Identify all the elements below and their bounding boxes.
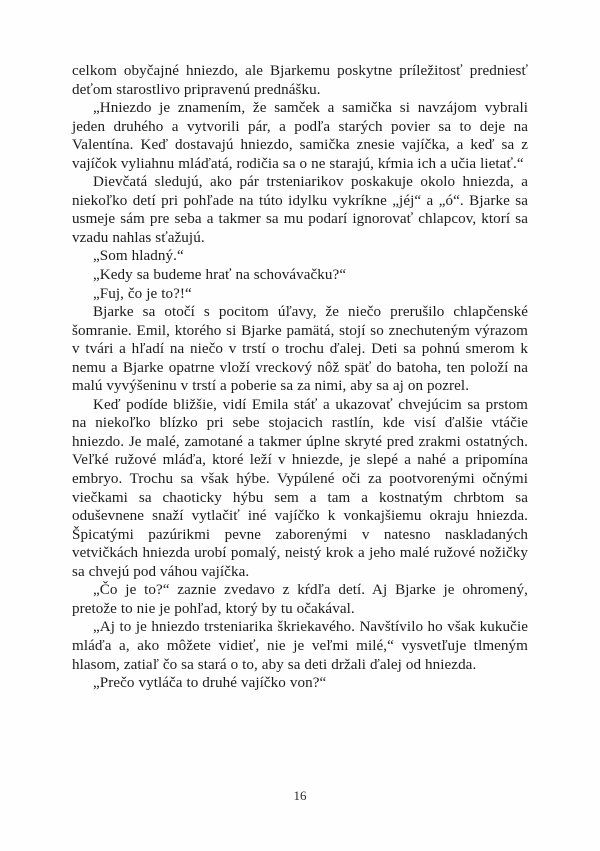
dialogue-line: „Som hladný.“ (93, 248, 184, 265)
page-text-body (72, 62, 528, 693)
paragraph: „Hniezdo je znamením, že samček a samička si navzájom vybrali jeden druhého a vytvorili pár, a podľa starých povier sa to deje na Valentína. Keď dostavajú hniezdo, samička znesie vajíčka, a keď sa z vajíčok vyliahnu mláďatá, rodičia sa o ne starajú, kŕmia ich a učia lietať.“ (72, 100, 528, 172)
page-number: 16 (293, 788, 307, 803)
paragraph: celkom obyčajné hniezdo, ale Bjarkemu poskytne príležitosť predniesť deťom starostlivo pripravenú prednášku. (72, 63, 528, 98)
dialogue-line: „Kedy sa budeme hrať na schovávačku?“ (93, 267, 347, 284)
paragraph: Dievčatá sledujú, ako pár trsteniarikov poskakuje okolo hniezda, a niekoľko detí pri pohľade na túto idylku vykríkne „jéj“ a „ó“. Bjarke sa usmeje sám pre seba a takmer sa mu podarí ignorovať chlapcov, ktorí sa vzadu nahlas sťažujú. (72, 174, 528, 246)
paragraph: „Aj to je hniezdo trsteniarika škriekavého. Navštívilo ho však kukučie mláďa a, ako môžete vidieť, nie je veľmi milé,“ vysvetľuje tlmeným hlasom, zatiaľ čo sa stará o to, aby sa deti držali ďalej od hniezda. (72, 619, 528, 673)
paragraph: „Čo je to?“ zaznie zvedavo z kŕdľa detí. Aj Bjarke je ohromený, pretože to nie je pohľad, ktorý by tu očakával. (72, 582, 528, 617)
dialogue-line: „Prečo vytláča to druhé vajíčko von?“ (93, 675, 327, 692)
paragraph: Bjarke sa otočí s pocitom úľavy, že niečo prerušilo chlapčenské šomranie. Emil, ktorého si Bjarke pamätá, stojí so znechuteným výrazom v tvári a hľadí na niečo v trstí o trochu ďalej. Deti sa pohnú smerom k nemu a Bjarke opatrne vloží vreckový nôž späť do batoha, ten položí na malú vyvýšeninu v trstí a poberie sa za nimi, aby sa aj on pozrel. (72, 304, 528, 395)
paragraph: Keď podíde bližšie, vidí Emila stáť a ukazovať chvejúcim sa prstom na niekoľko blízko pri sebe stojacich rastlín, kde visí ďalšie vtáčie hniezdo. Je malé, zamotané a takmer úplne skryté pred zrakmi ostatných. Veľké ružové mláďa, ktoré leží v hniezde, je slepé a nahé a pripomína embryo. Trochu sa však hýbe. Vypúlené oči za pootvorenými očnými viečkami sa chaoticky hýbu sem a tam a kostnatým chrbtom sa oduševnene snaží vytlačiť iné vajíčko k vonkajšiemu okraju hniezda. Špicatými pazúrikmi pevne zaborenými v natesno naskladaných vetvičkách hniezda urobí pomalý, neistý krok a jeho malé ružové nožičky sa chvejú pod váhou vajíčka. (72, 396, 528, 580)
dialogue-line: „Fuj, čo je to?!“ (93, 285, 192, 302)
